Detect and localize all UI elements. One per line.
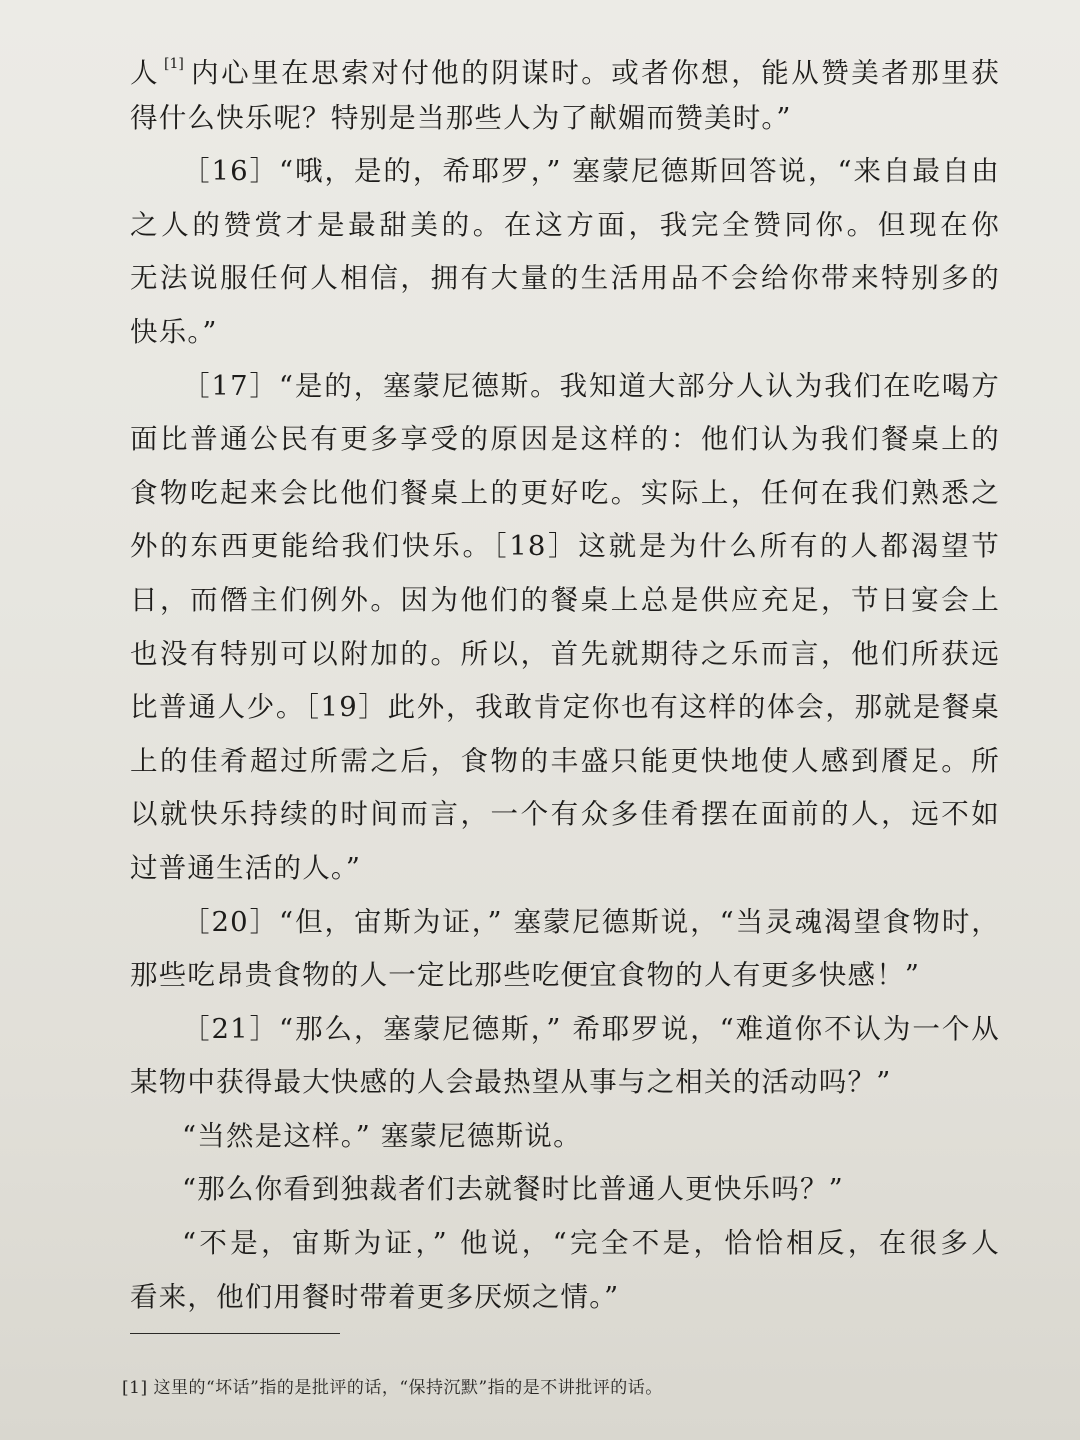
text-line: 食物吃起来会比他们餐桌上的更好吃。实际上，任何在我们熟悉之 bbox=[130, 476, 1000, 509]
text-line: 得什么快乐呢？特别是当那些人为了献媚而赞美时。” bbox=[130, 101, 792, 134]
text-line: 看来，他们用餐时带着更多厌烦之情。” bbox=[130, 1280, 620, 1313]
text-line: 过普通生活的人。” bbox=[130, 851, 362, 884]
text-line: 以就快乐持续的时间而言，一个有众多佳肴摆在面前的人，远不如 bbox=[130, 798, 1000, 831]
text-line: 无法说服任何人相信，拥有大量的生活用品不会给你带来特别多的 bbox=[130, 262, 1000, 295]
text-line: 某物中获得最大快感的人会最热望从事与之相关的活动吗？” bbox=[130, 1066, 892, 1099]
text-line: 之人的赞赏才是最甜美的。在这方面，我完全赞同你。但现在你 bbox=[130, 208, 1000, 241]
text-line: 快乐。” bbox=[130, 315, 218, 348]
text-line: 上的佳肴超过所需之后，食物的丰盛只能更快地使人感到餍足。所 bbox=[130, 744, 1000, 777]
text-line: 比普通人少。［19］此外，我敢肯定你也有这样的体会，那就是餐桌 bbox=[130, 691, 1000, 724]
text-line: 那些吃昂贵食物的人一定比那些吃便宜食物的人有更多快感！” bbox=[130, 959, 921, 992]
text-line: “那么你看到独裁者们去就餐时比普通人更快乐吗？” bbox=[182, 1173, 844, 1206]
text-line: 也没有特别可以附加的。所以，首先就期待之乐而言，他们所获远 bbox=[130, 637, 1000, 670]
text-line: “不是，宙斯为证，” 他说，“完全不是，恰恰相反，在很多人 bbox=[182, 1227, 1000, 1260]
text-line: ［21］“那么，塞蒙尼德斯，” 希耶罗说，“难道你不认为一个从 bbox=[182, 1012, 1000, 1045]
main-text bbox=[130, 38, 1000, 1324]
text-line: 外的东西更能给我们快乐。［18］这就是为什么所有的人都渴望节 bbox=[130, 530, 1000, 563]
text-line: 面比普通公民有更多享受的原因是这样的：他们认为我们餐桌上的 bbox=[130, 423, 1000, 456]
footnote-divider bbox=[130, 1333, 340, 1334]
text-line: ［17］“是的，塞蒙尼德斯。我知道大部分人认为我们在吃喝方 bbox=[182, 369, 1000, 402]
text-line: ［20］“但，宙斯为证，” 塞蒙尼德斯说，“当灵魂渴望食物时， bbox=[182, 905, 1000, 938]
text-line bbox=[130, 38, 1000, 92]
line-text: 人 bbox=[130, 57, 161, 89]
footnote-marker: [1] bbox=[164, 56, 184, 72]
footnote: [1] 这里的“坏话”指的是批评的话，“保持沉默”指的是不讲批评的话。 bbox=[122, 1378, 663, 1398]
text-line: ［16］“哦，是的，希耶罗，” 塞蒙尼德斯回答说，“来自最自由 bbox=[182, 155, 1000, 188]
text-line: 日，而僭主们例外。因为他们的餐桌上总是供应充足，节日宴会上 bbox=[130, 583, 1000, 616]
line-text: 内心里在思索对付他的阴谋时。或者你想，能从赞美者那里获 bbox=[189, 57, 1000, 89]
text-line: “当然是这样。” 塞蒙尼德斯说。 bbox=[182, 1119, 582, 1152]
